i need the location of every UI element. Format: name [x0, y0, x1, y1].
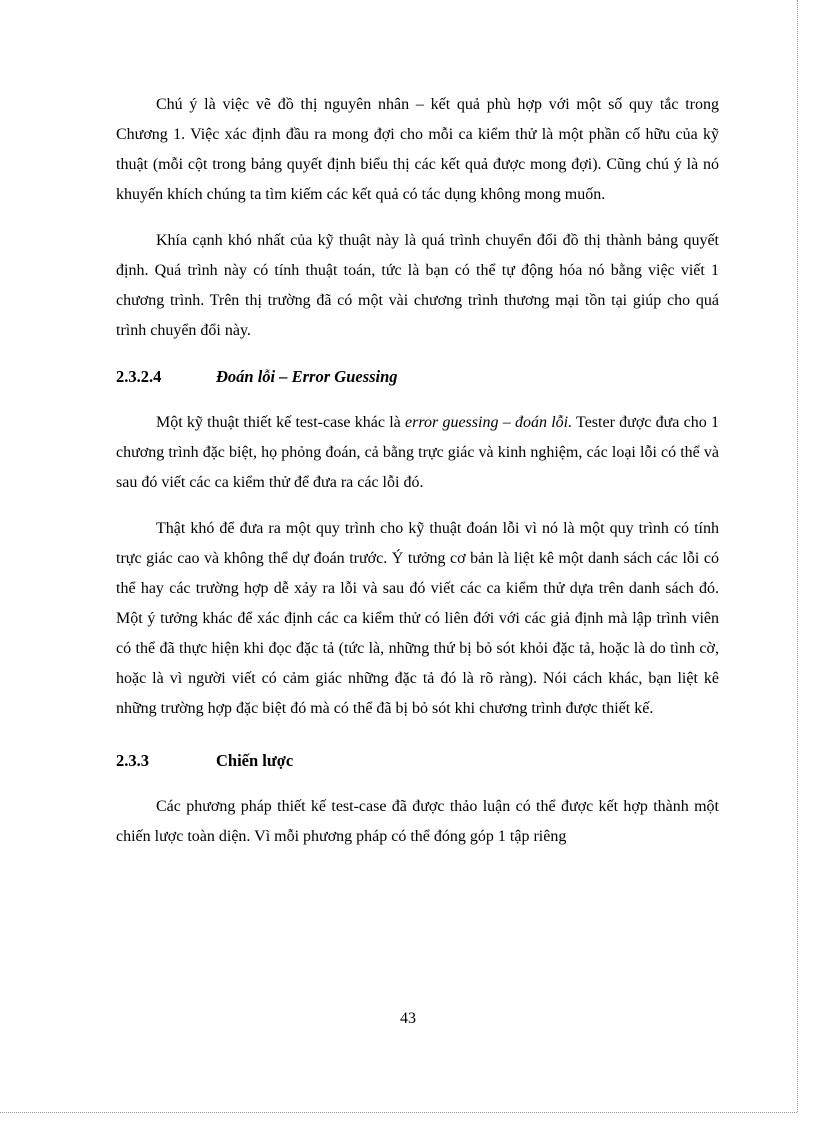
page-content — [116, 90, 719, 852]
paragraph: Các phương pháp thiết kế test-case đã được thảo luận có thể được kết hợp thành một chiến lược toàn diện. Vì mỗi phương pháp có thể đóng góp 1 tập riêng — [116, 798, 719, 845]
paragraph: Khía cạnh khó nhất của kỹ thuật này là quá trình chuyển đổi đồ thị thành bảng quyết định. Quá trình này có tính thuật toán, tức là bạn có thể tự động hóa nó bằng việc viết 1 chương trình. Trên thị trường đã có một vài chương trình thương mại tồn tại giúp cho quá trình chuyển đổi này. — [116, 232, 719, 339]
paragraph-text: Tester được đưa cho 1 chương trình đặc biệt, họ phỏng đoán, cả bằng trực giác và kinh nghiệm, các loại lỗi có thể và sau đó viết các ca kiểm thử để đưa ra các lỗi đó. — [116, 414, 720, 491]
emphasis-text: error guessing – đoán lỗi. — [405, 414, 573, 431]
paragraph: Chú ý là việc vẽ đồ thị nguyên nhân – kết quả phù hợp với một số quy tắc trong Chương 1. Việc xác định đầu ra mong đợi cho mỗi ca kiểm thử là một phần cố hữu của kỹ thuật (mỗi cột trong bảng quyết định biểu thị các kết quả được mong đợi). Cũng chú ý là nó khuyến khích chúng ta tìm kiếm các kết quả có tác dụng không mong muốn. — [116, 96, 719, 203]
paragraph-text: Một kỹ thuật thiết kế test-case khác là — [156, 414, 406, 431]
section-heading-error-guessing — [116, 362, 719, 392]
paragraph — [116, 408, 719, 498]
paragraph: Thật khó để đưa ra một quy trình cho kỹ thuật đoán lỗi vì nó là một quy trình có tính trực giác cao và không thể dự đoán trước. Ý tưởng cơ bản là liệt kê một danh sách các lỗi có thể hay các trường hợp dễ xảy ra lỗi và sau đó viết các ca kiểm thử dựa trên danh sách đó. Một ý tưởng khác để xác định các ca kiểm thử có liên đới với các giả định mà lập trình viên có thể đã thực hiện khi đọc đặc tả (tức là, những thứ bị bỏ sót khỏi đặc tả, hoặc là do tình cờ, hoặc là vì người viết có cảm giác những đặc tả đó là rõ ràng). Nói cách khác, bạn liệt kê những trường hợp đặc biệt đó mà có thể đã bị bỏ sót khi chương trình được thiết kế. — [116, 520, 719, 717]
page-border-right — [797, 0, 798, 1112]
page-border-bottom — [0, 1112, 797, 1113]
section-title: Chiến lược — [216, 751, 294, 770]
section-heading-strategy — [116, 746, 719, 776]
section-number: 2.3.2.4 — [116, 367, 162, 386]
section-title: Đoán lỗi – Error Guessing — [216, 367, 398, 386]
section-number: 2.3.3 — [116, 751, 149, 770]
page-number: 43 — [400, 1010, 416, 1027]
